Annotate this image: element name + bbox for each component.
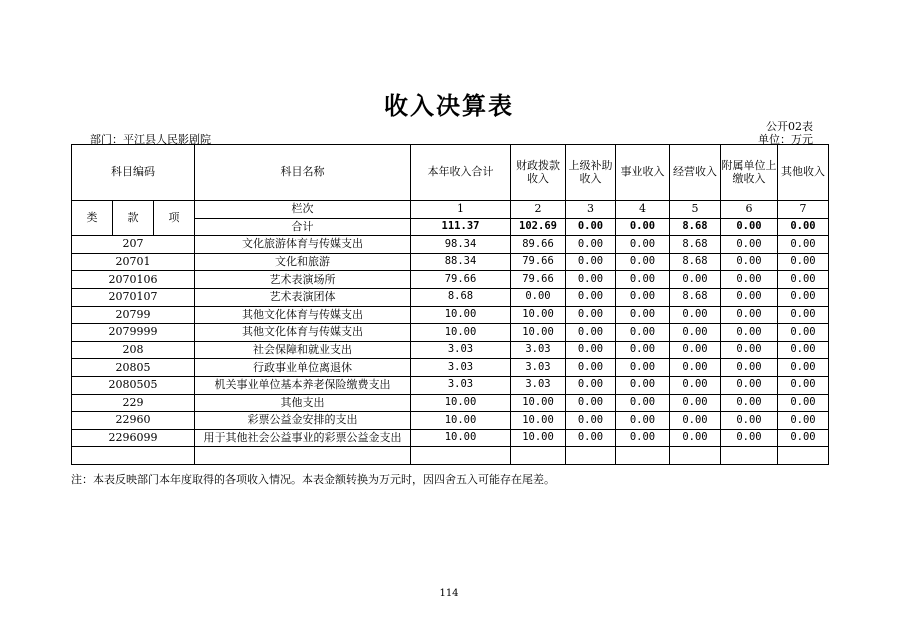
amount-cell: 10.00 [511, 412, 566, 430]
subject-code: 207 [72, 236, 195, 254]
amount-cell: 0.00 [778, 394, 829, 412]
subject-code: 208 [72, 341, 195, 359]
header-superior: 上级补助收入 [566, 145, 616, 201]
subject-name: 行政事业单位离退休 [195, 359, 411, 377]
amount-cell: 0.00 [721, 412, 778, 430]
subject-code: 229 [72, 394, 195, 412]
subject-name: 机关事业单位基本养老保险缴费支出 [195, 376, 411, 394]
amount-cell: 89.66 [511, 236, 566, 254]
amount-cell: 0.00 [616, 394, 670, 412]
amount-cell: 0.00 [721, 271, 778, 289]
empty-cell [72, 447, 195, 465]
amount-cell: 0.00 [566, 429, 616, 447]
amount-cell: 0.00 [616, 359, 670, 377]
subject-name: 艺术表演场所 [195, 271, 411, 289]
header-business: 事业收入 [616, 145, 670, 201]
empty-cell [411, 447, 511, 465]
amount-cell: 0.00 [616, 376, 670, 394]
subject-code: 2070106 [72, 271, 195, 289]
lanci-label: 栏次 [195, 201, 411, 219]
table-row [72, 324, 829, 342]
subject-name: 社会保障和就业支出 [195, 341, 411, 359]
empty-cell [670, 447, 721, 465]
empty-cell [195, 447, 411, 465]
amount-cell: 0.00 [616, 412, 670, 430]
amount-cell: 0.00 [721, 429, 778, 447]
amount-cell: 0.00 [670, 324, 721, 342]
amount-cell: 0.00 [778, 359, 829, 377]
amount-cell: 0.00 [670, 306, 721, 324]
subject-code: 2296099 [72, 429, 195, 447]
amount-cell: 3.03 [511, 376, 566, 394]
table-row [72, 236, 829, 254]
amount-cell: 0.00 [670, 341, 721, 359]
amount-cell: 3.03 [511, 341, 566, 359]
table-row [72, 271, 829, 289]
amount-cell: 0.00 [566, 253, 616, 271]
amount-cell: 0.00 [616, 288, 670, 306]
column-index-row [72, 201, 829, 219]
subject-name: 文化和旅游 [195, 253, 411, 271]
amount-cell: 0.00 [511, 288, 566, 306]
column-number: 5 [670, 201, 721, 219]
total-value: 8.68 [670, 218, 721, 236]
amount-cell: 10.00 [411, 394, 511, 412]
amount-cell: 10.00 [411, 429, 511, 447]
column-number: 7 [778, 201, 829, 219]
total-label: 合计 [195, 218, 411, 236]
amount-cell: 0.00 [616, 271, 670, 289]
amount-cell: 88.34 [411, 253, 511, 271]
page-number: 114 [439, 588, 459, 599]
amount-cell: 8.68 [670, 253, 721, 271]
amount-cell: 0.00 [616, 306, 670, 324]
amount-cell: 10.00 [411, 324, 511, 342]
header-fiscal: 财政拨款收入 [511, 145, 566, 201]
form-number: 公开02表 [766, 120, 813, 133]
amount-cell: 0.00 [778, 324, 829, 342]
amount-cell: 0.00 [721, 236, 778, 254]
column-number: 2 [511, 201, 566, 219]
department-label: 部门：平江县人民影剧院 [90, 133, 211, 146]
header-name: 科目名称 [195, 145, 411, 201]
column-number: 4 [616, 201, 670, 219]
table-row [72, 376, 829, 394]
amount-cell: 3.03 [411, 341, 511, 359]
page-title: 收入决算表 [384, 92, 514, 120]
amount-cell: 0.00 [566, 306, 616, 324]
empty-cell [616, 447, 670, 465]
subject-code: 22960 [72, 412, 195, 430]
amount-cell: 3.03 [511, 359, 566, 377]
table-row [72, 394, 829, 412]
amount-cell: 8.68 [411, 288, 511, 306]
amount-cell: 0.00 [778, 236, 829, 254]
header-lei: 类 [72, 201, 113, 236]
amount-cell: 10.00 [411, 306, 511, 324]
amount-cell: 0.00 [616, 324, 670, 342]
amount-cell: 0.00 [566, 288, 616, 306]
amount-cell: 0.00 [721, 394, 778, 412]
column-number: 1 [411, 201, 511, 219]
subject-name: 艺术表演团体 [195, 288, 411, 306]
footnote: 注：本表反映部门本年度取得的各项收入情况。本表金额转换为万元时，因四舍五入可能存在尾差。 [71, 473, 555, 486]
column-number: 6 [721, 201, 778, 219]
amount-cell: 0.00 [778, 412, 829, 430]
amount-cell: 10.00 [411, 412, 511, 430]
amount-cell: 0.00 [670, 271, 721, 289]
column-number: 3 [566, 201, 616, 219]
income-table [71, 144, 829, 465]
header-xiang: 项 [154, 201, 195, 236]
amount-cell: 0.00 [721, 324, 778, 342]
amount-cell: 0.00 [566, 341, 616, 359]
total-value: 102.69 [511, 218, 566, 236]
header-row [72, 145, 829, 201]
amount-cell: 0.00 [778, 341, 829, 359]
header-subsidiary: 附属单位上缴收入 [721, 145, 778, 201]
amount-cell: 0.00 [670, 412, 721, 430]
total-value: 0.00 [778, 218, 829, 236]
total-value: 0.00 [721, 218, 778, 236]
amount-cell: 0.00 [778, 376, 829, 394]
amount-cell: 98.34 [411, 236, 511, 254]
amount-cell: 10.00 [511, 429, 566, 447]
empty-cell [778, 447, 829, 465]
amount-cell: 10.00 [511, 324, 566, 342]
header-total: 本年收入合计 [411, 145, 511, 201]
amount-cell: 0.00 [566, 376, 616, 394]
total-value: 111.37 [411, 218, 511, 236]
subject-code: 2070107 [72, 288, 195, 306]
header-operating: 经营收入 [670, 145, 721, 201]
subject-name: 用于其他社会公益事业的彩票公益金支出 [195, 429, 411, 447]
amount-cell: 8.68 [670, 288, 721, 306]
amount-cell: 79.66 [511, 253, 566, 271]
amount-cell: 0.00 [670, 429, 721, 447]
amount-cell: 0.00 [778, 271, 829, 289]
subject-code: 2079999 [72, 324, 195, 342]
amount-cell: 0.00 [566, 271, 616, 289]
amount-cell: 0.00 [616, 253, 670, 271]
subject-name: 彩票公益金安排的支出 [195, 412, 411, 430]
subject-name: 其他支出 [195, 394, 411, 412]
subject-name: 文化旅游体育与传媒支出 [195, 236, 411, 254]
table-row [72, 341, 829, 359]
total-value: 0.00 [616, 218, 670, 236]
amount-cell: 0.00 [721, 288, 778, 306]
amount-cell: 10.00 [511, 306, 566, 324]
amount-cell: 79.66 [411, 271, 511, 289]
table-row [72, 412, 829, 430]
amount-cell: 0.00 [721, 253, 778, 271]
amount-cell: 0.00 [616, 236, 670, 254]
amount-cell: 0.00 [721, 376, 778, 394]
header-code: 科目编码 [72, 145, 195, 201]
amount-cell: 3.03 [411, 376, 511, 394]
header-other: 其他收入 [778, 145, 829, 201]
amount-cell: 0.00 [566, 359, 616, 377]
amount-cell: 0.00 [721, 306, 778, 324]
table-row [72, 306, 829, 324]
empty-row [72, 447, 829, 465]
amount-cell: 0.00 [721, 359, 778, 377]
amount-cell: 0.00 [778, 288, 829, 306]
unit-label: 单位：万元 [758, 133, 813, 146]
table-row [72, 288, 829, 306]
header-kuan: 款 [113, 201, 154, 236]
subject-name: 其他文化体育与传媒支出 [195, 306, 411, 324]
amount-cell: 0.00 [778, 306, 829, 324]
empty-cell [511, 447, 566, 465]
amount-cell: 10.00 [511, 394, 566, 412]
table-row [72, 429, 829, 447]
amount-cell: 0.00 [616, 429, 670, 447]
subject-name: 其他文化体育与传媒支出 [195, 324, 411, 342]
amount-cell: 0.00 [670, 359, 721, 377]
empty-cell [566, 447, 616, 465]
amount-cell: 79.66 [511, 271, 566, 289]
subject-code: 20701 [72, 253, 195, 271]
amount-cell: 0.00 [721, 341, 778, 359]
subject-code: 20805 [72, 359, 195, 377]
amount-cell: 0.00 [566, 324, 616, 342]
amount-cell: 3.03 [411, 359, 511, 377]
table-row [72, 359, 829, 377]
total-value: 0.00 [566, 218, 616, 236]
amount-cell: 0.00 [778, 429, 829, 447]
amount-cell: 0.00 [670, 376, 721, 394]
amount-cell: 0.00 [566, 412, 616, 430]
amount-cell: 0.00 [670, 394, 721, 412]
amount-cell: 8.68 [670, 236, 721, 254]
empty-cell [721, 447, 778, 465]
amount-cell: 0.00 [616, 341, 670, 359]
amount-cell: 0.00 [778, 253, 829, 271]
subject-code: 20799 [72, 306, 195, 324]
amount-cell: 0.00 [566, 394, 616, 412]
amount-cell: 0.00 [566, 236, 616, 254]
subject-code: 2080505 [72, 376, 195, 394]
table-row [72, 253, 829, 271]
